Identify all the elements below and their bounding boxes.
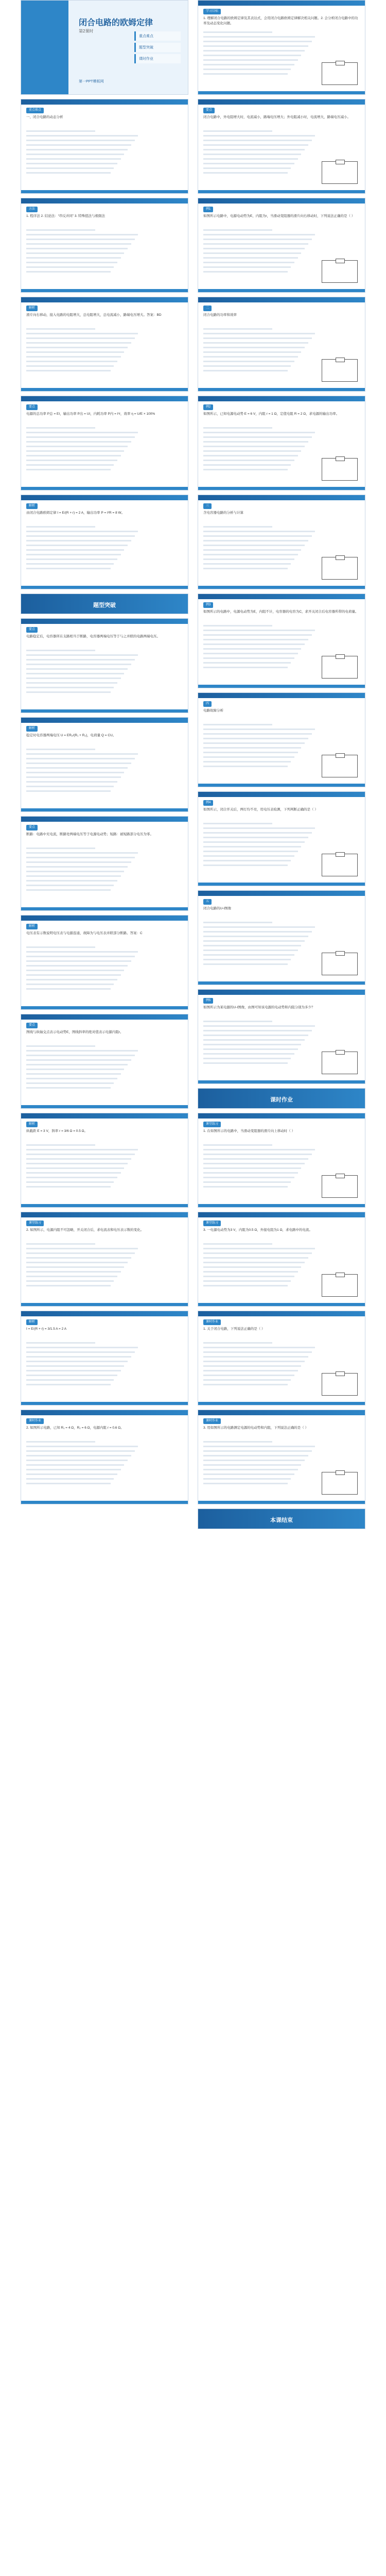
slide-text: 由闭合电路欧姆定律 I = E/(R + r) = 2 A，输出功率 P = I²R = 8 W。: [26, 511, 125, 515]
text-lines: [203, 427, 319, 473]
text-lines: [203, 31, 319, 78]
slide-bottombar: [21, 808, 188, 811]
slide-bottombar: [21, 190, 188, 193]
slide-tag: 方法: [26, 207, 38, 212]
slide-bottombar: [21, 709, 188, 713]
content-slide: [198, 1410, 365, 1504]
slide-topbar: [198, 1113, 365, 1118]
circuit-diagram: [322, 953, 358, 975]
text-lines: [26, 1342, 142, 1388]
content-slide: [21, 915, 188, 1010]
text-lines: [203, 1144, 319, 1191]
slide-text: 含电容器电路的分析与计算: [203, 511, 243, 515]
slide-topbar: [198, 990, 365, 995]
slide-topbar: [21, 916, 188, 921]
text-lines: [203, 1342, 319, 1388]
content-slide: [198, 297, 365, 392]
circuit-diagram: [322, 458, 358, 481]
banner-title: 课时作业: [270, 1097, 293, 1103]
slide-bottombar: [21, 1501, 188, 1504]
slide-bottombar: [198, 883, 365, 886]
slide-topbar: [198, 1, 365, 6]
content-slide: [21, 1410, 188, 1504]
content-slide: [198, 396, 365, 490]
slide-bottombar: [198, 1402, 365, 1405]
slide-tag: 要点: [203, 108, 215, 113]
slide-tag: 二: [203, 306, 212, 311]
slide-topbar: [198, 693, 365, 698]
slide-tag: 要点: [26, 825, 38, 831]
slide-bottombar: [21, 1204, 188, 1207]
cover-menu: [134, 31, 181, 65]
text-lines: [203, 922, 319, 968]
content-slide: [198, 0, 365, 95]
slide-text: 如图所示，已知电源电动势 E = 6 V，内阻 r = 1 Ω，定值电阻 R = 2 Ω，求电源的输出功率。: [203, 412, 340, 416]
text-lines: [203, 1243, 319, 1290]
text-lines: [26, 749, 142, 795]
content-slide: [198, 1212, 365, 1307]
slide-text: 闭合电路的U-I图像: [203, 907, 232, 911]
slide-topbar: [21, 1311, 188, 1316]
slide-tag: 课时作业: [203, 1418, 221, 1424]
slide-bottombar: [198, 1501, 365, 1504]
menu-item[interactable]: 题型突破: [134, 43, 181, 52]
slide-tag: 例3: [203, 602, 213, 608]
text-lines: [26, 1144, 142, 1191]
slide-text: 闭合电路的功率和效率: [203, 313, 237, 317]
slide-tag: 课堂练习: [26, 1221, 44, 1226]
circuit-diagram: [322, 755, 358, 777]
slide-tag: 例5: [203, 998, 213, 1004]
slide-bottombar: [198, 1080, 365, 1083]
content-slide: [198, 198, 365, 293]
text-lines: [26, 229, 142, 276]
text-lines: [203, 1021, 319, 1067]
content-slide: [198, 791, 365, 886]
slide-text: 电路故障分析: [203, 709, 223, 713]
slide-bottombar: [21, 586, 188, 589]
content-slide: [198, 692, 365, 787]
slide-tag: 三: [203, 503, 212, 509]
slide-text: 电源的总功率 P总 = EI，输出功率 P出 = UI，内耗功率 P内 = I²r，效率 η = U/E × 100%: [26, 412, 155, 416]
content-slide: [198, 1113, 365, 1208]
text-lines: [26, 650, 142, 696]
slide-text: 图线与纵轴交点表示电动势E，图线斜率的绝对值表示电源内阻r。: [26, 1030, 124, 1035]
slide-bottombar: [198, 487, 365, 490]
slide-topbar: [21, 1212, 188, 1217]
slide-tag: 解析: [26, 1122, 38, 1127]
circuit-diagram: [322, 1175, 358, 1198]
slide-bottombar: [21, 1402, 188, 1405]
circuit-diagram: [322, 1274, 358, 1297]
slide-bottombar: [21, 907, 188, 910]
circuit-diagram: [322, 260, 358, 283]
slide-tag: 解析: [26, 924, 38, 929]
text-lines: [26, 1045, 142, 1092]
slide-bottombar: [198, 1303, 365, 1306]
content-slide: [21, 1113, 188, 1208]
slide-text: 1. 理解闭合电路的欧姆定律及其表达式，会用闭合电路欧姆定律解决相关问题。2. 会分析闭合电路中的功率及动态变化问题。: [203, 16, 358, 26]
content-slide: [198, 99, 365, 194]
content-slide: [21, 618, 188, 713]
text-lines: [26, 526, 142, 572]
content-slide: [21, 1212, 188, 1307]
slide-bottombar: [198, 784, 365, 787]
slide-text: 2. 如图所示电路，已知 R₁ = 4 Ω，R₂ = 6 Ω，电源内阻 r = 0.6 Ω。: [26, 1426, 124, 1430]
text-lines: [26, 130, 142, 177]
circuit-diagram: [322, 854, 358, 876]
slide-topbar: [198, 495, 365, 500]
text-lines: [203, 724, 319, 770]
slide-tag: 要点: [26, 627, 38, 633]
banner-title: 本课结束: [270, 1517, 293, 1523]
content-slide: [21, 495, 188, 589]
slide-tag: 四: [203, 701, 212, 707]
banner-title: 题型突破: [93, 602, 116, 608]
content-slide: [21, 396, 188, 490]
slide-topbar: [21, 198, 188, 204]
slide-text: 断路：电路中无电流，断路处两端电压等于电源电动势；短路：被短路部分电压为零。: [26, 833, 153, 837]
text-lines: [203, 328, 319, 375]
content-slide: [198, 989, 365, 1084]
section-banner: [198, 1509, 365, 1529]
slide-topbar: [198, 198, 365, 204]
left-column: [21, 0, 188, 1509]
slide-topbar: [21, 396, 188, 401]
slide-topbar: [198, 1410, 365, 1415]
circuit-diagram: [322, 359, 358, 382]
slide-text: 电压表有示数说明电压表与电源连通，故障为与电压表并联部分断路。答案：C: [26, 931, 143, 936]
slide-text: 3. 一电源电动势为3 V，内阻为0.5 Ω，外接电阻为1 Ω，求电路中的电流。: [203, 1228, 312, 1232]
slide-tag: 例1: [203, 207, 213, 212]
cover-slide: [21, 0, 188, 95]
text-lines: [203, 526, 319, 572]
cover-title: 闭合电路的欧姆定律: [79, 19, 153, 27]
slide-tag: 例4: [203, 800, 213, 806]
text-lines: [203, 625, 319, 671]
text-lines: [26, 1243, 142, 1290]
text-lines: [203, 130, 319, 177]
slide-tag: 课时作业: [203, 1319, 221, 1325]
slide-bottombar: [21, 289, 188, 292]
circuit-diagram: [322, 557, 358, 580]
content-slide: [21, 816, 188, 911]
circuit-diagram: [322, 62, 358, 85]
slide-text: 稳定时电容器两端电压 U = ER₂/(R₁ + R₂)，电荷量 Q = CU。: [26, 734, 116, 738]
circuit-diagram: [322, 656, 358, 679]
slide-topbar: [21, 1014, 188, 1020]
slide-text: 3. 用如图所示的电路测定电源的电动势和内阻，下列说法正确的是（ ）: [203, 1426, 309, 1430]
slide-topbar: [198, 891, 365, 896]
slide-bottombar: [21, 388, 188, 391]
content-slide: [198, 890, 365, 985]
slide-topbar: [198, 1311, 365, 1316]
circuit-diagram: [322, 1052, 358, 1074]
slide-text: 2. 如图所示，电源内阻不可忽略，开关闭合后，求电流表和电压表示数的变化。: [26, 1228, 144, 1232]
right-column: [198, 0, 365, 1533]
slide-bottombar: [198, 91, 365, 94]
slide-tag: 解析: [26, 503, 38, 509]
content-slide: [21, 198, 188, 293]
text-lines: [26, 848, 142, 894]
slide-topbar: [21, 817, 188, 822]
text-lines: [26, 1441, 142, 1487]
menu-item[interactable]: 重点难点: [134, 31, 181, 41]
slide-text: 电路稳定后，电容器所在支路相当于断路，电容器两端电压等于与之并联的电路两端电压。: [26, 635, 160, 639]
slide-tag: 解析: [26, 726, 38, 732]
slide-bottombar: [21, 487, 188, 490]
slide-tag: 例2: [203, 404, 213, 410]
slide-text: 闭合电路中，外电阻增大时，电流减小，路端电压增大；外电阻减小时，电流增大，路端电压减小。: [203, 115, 350, 120]
slide-text: 滑片向右移动，接入电路的电阻增大，总电阻增大，总电流减小，路端电压增大。答案：BD: [26, 313, 162, 317]
content-slide: [21, 297, 188, 392]
slide-bottombar: [21, 1105, 188, 1108]
slide-topbar: [21, 1113, 188, 1118]
text-lines: [203, 823, 319, 869]
slide-topbar: [21, 297, 188, 302]
slide-bottombar: [198, 388, 365, 391]
text-lines: [26, 946, 142, 993]
content-slide: [21, 717, 188, 812]
slide-tag: 学习目标: [203, 9, 221, 14]
slide-bottombar: [198, 190, 365, 193]
circuit-diagram: [322, 1472, 358, 1495]
slide-tag: 五: [203, 899, 212, 905]
section-banner: [198, 1088, 365, 1109]
content-slide: [198, 594, 365, 688]
slide-topbar: [21, 1410, 188, 1415]
text-lines: [203, 229, 319, 276]
slide-topbar: [198, 396, 365, 401]
slide-topbar: [198, 297, 365, 302]
slide-tag: 要点: [26, 1023, 38, 1028]
slide-topbar: [198, 99, 365, 105]
slide-text: I = E/(R + r) = 3/1.5 A = 2 A: [26, 1327, 67, 1331]
slide-topbar: [198, 594, 365, 599]
slide-bottombar: [198, 685, 365, 688]
cover-subtitle: 第2课时: [79, 29, 94, 33]
content-slide: [21, 1014, 188, 1109]
slide-tag: 重点难点: [26, 108, 44, 113]
slide-bottombar: [198, 981, 365, 985]
cover-band: [21, 1, 68, 94]
slide-text: 1. 关于闭合电路，下列说法正确的是（ ）: [203, 1327, 265, 1331]
menu-item[interactable]: 课时作业: [134, 54, 181, 63]
slide-text: 一、闭合电路的动态分析: [26, 115, 63, 120]
slide-text: 如图所示的电路中，电源电动势为E，内阻不计，电容器的电容为C，求开关闭合后电容器所带的电荷量。: [203, 610, 359, 614]
circuit-diagram: [322, 1373, 358, 1396]
slide-text: 如图所示，闭合开关后，两灯均不亮，用电压表检测，下列判断正确的是（ ）: [203, 808, 318, 812]
slide-tag: 解析: [26, 306, 38, 311]
content-slide: [21, 1311, 188, 1405]
content-slide: [198, 495, 365, 589]
slide-bottombar: [198, 586, 365, 589]
slide-bottombar: [21, 1303, 188, 1306]
slide-topbar: [198, 1212, 365, 1217]
slide-text: 纵截距 E = 3 V，斜率 r = 3/6 Ω = 0.5 Ω。: [26, 1129, 87, 1133]
text-lines: [203, 1441, 319, 1487]
slide-bottombar: [21, 1006, 188, 1009]
slide-tag: 要点: [26, 404, 38, 410]
text-lines: [26, 328, 142, 375]
slide-topbar: [198, 792, 365, 797]
slide-bottombar: [198, 1204, 365, 1207]
slide-tag: 解析: [26, 1319, 38, 1325]
slide-tag: 课时作业: [26, 1418, 44, 1424]
content-slide: [198, 1311, 365, 1405]
text-lines: [26, 427, 142, 473]
slide-tag: 课堂练习: [203, 1221, 221, 1226]
content-slide: [21, 99, 188, 194]
slide-text: 如图所示电路中，电源电动势为E，内阻为r，当滑动变阻器的滑片向右移动时，下列说法正确的是（ ）: [203, 214, 355, 218]
slide-topbar: [21, 718, 188, 723]
slide-topbar: [21, 99, 188, 105]
slide-text: 1. 程序法 2. 结论法：“串反并同” 3. 特殊值法与极限法: [26, 214, 106, 218]
circuit-diagram: [322, 161, 358, 184]
cover-brand: 第一PPT模板网: [79, 80, 104, 83]
section-banner: [21, 594, 188, 614]
slide-topbar: [21, 495, 188, 500]
slide-text: 1. 在如图所示的电路中，当滑动变阻器的滑片向上移动时（ ）: [203, 1129, 295, 1133]
slide-text: 如图所示为某电源的U-I图像，由图可知该电源的电动势和内阻分别为多少？: [203, 1006, 315, 1010]
slide-tag: 课堂练习: [203, 1122, 221, 1127]
slide-topbar: [21, 619, 188, 624]
slide-bottombar: [198, 289, 365, 292]
